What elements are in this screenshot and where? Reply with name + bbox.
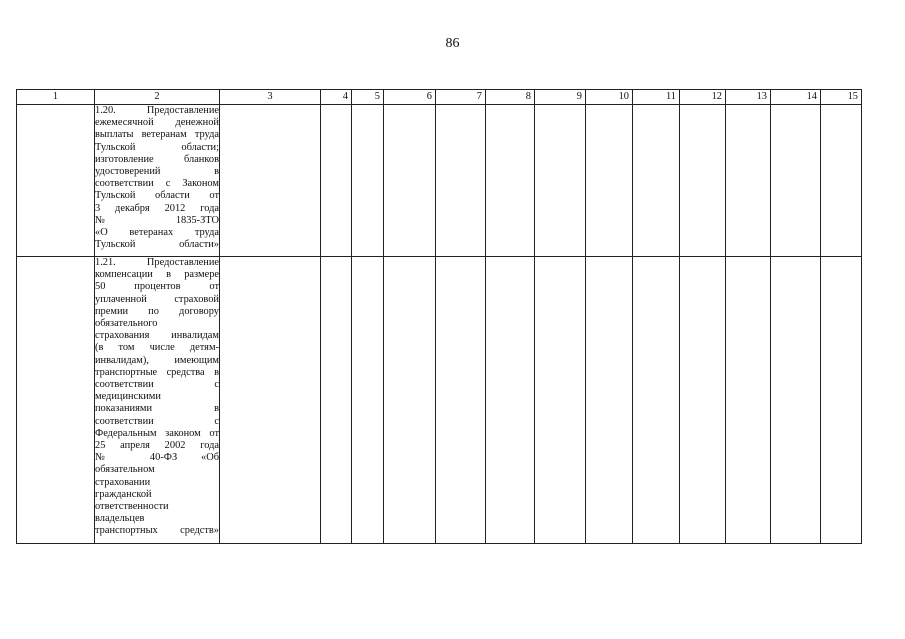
description-line: транспортные средства в xyxy=(95,366,219,378)
table-cell xyxy=(352,257,384,544)
description-line: 25 апреля 2002 года xyxy=(95,440,219,452)
description-line: соответствии с xyxy=(95,415,219,427)
description-line: «О ветеранах труда xyxy=(95,227,219,239)
column-header: 14 xyxy=(771,90,821,105)
table-cell xyxy=(771,105,821,257)
table-cell xyxy=(220,257,321,544)
description-line: гражданской xyxy=(95,488,152,500)
description-line: транспортных средств» xyxy=(95,525,219,537)
description-line: № 40-ФЗ «Об xyxy=(95,452,219,464)
description-line: владельцев xyxy=(95,513,145,525)
table-cell xyxy=(384,257,436,544)
description-line: № 1835-ЗТО xyxy=(95,214,219,226)
description-line: удостоверений в xyxy=(95,166,219,178)
table-cell xyxy=(771,257,821,544)
table-cell xyxy=(535,257,586,544)
description-line: Федеральным законом от xyxy=(95,427,219,439)
description-line: обязательного xyxy=(95,318,158,330)
page-number: 86 xyxy=(445,36,460,51)
table-cell xyxy=(633,257,680,544)
description-line: 3 декабря 2012 года xyxy=(95,202,219,214)
data-table xyxy=(16,89,862,544)
column-header: 5 xyxy=(352,90,384,105)
table-cell xyxy=(17,105,95,257)
table-cell xyxy=(321,257,352,544)
table-cell xyxy=(586,257,633,544)
table-cell xyxy=(436,257,486,544)
description-line: 50 процентов от xyxy=(95,281,219,293)
column-header: 11 xyxy=(633,90,680,105)
table-cell xyxy=(486,257,535,544)
description-line: соответствии с xyxy=(95,379,219,391)
column-header: 6 xyxy=(384,90,436,105)
description-line: 1.21. Предоставление xyxy=(95,257,219,268)
table-cell xyxy=(821,257,862,544)
description-line: Тульской области; xyxy=(95,141,219,153)
column-header: 9 xyxy=(535,90,586,105)
table-row xyxy=(17,257,862,544)
column-header: 10 xyxy=(586,90,633,105)
row-description xyxy=(95,257,220,544)
description-line: показаниями в xyxy=(95,403,219,415)
table-cell xyxy=(726,105,771,257)
table-cell xyxy=(352,105,384,257)
description-line: (в том числе детям- xyxy=(95,342,219,354)
column-header: 15 xyxy=(821,90,862,105)
table-header-row xyxy=(17,90,862,105)
table-cell xyxy=(436,105,486,257)
description-line: Тульской области от xyxy=(95,190,219,202)
description-line: ежемесячной денежной xyxy=(95,117,219,129)
column-header: 13 xyxy=(726,90,771,105)
description-line: страховании xyxy=(95,476,151,488)
column-header: 12 xyxy=(680,90,726,105)
table-row xyxy=(17,105,862,257)
description-line: инвалидам), имеющим xyxy=(95,354,219,366)
table-cell xyxy=(321,105,352,257)
description-line: 1.20. Предоставление xyxy=(95,105,219,116)
description-line: компенсации в размере xyxy=(95,269,219,281)
description-line: уплаченной страховой xyxy=(95,293,219,305)
description-line: ответственности xyxy=(95,501,169,513)
table-cell xyxy=(680,105,726,257)
description-line: медицинскими xyxy=(95,391,161,403)
table-cell xyxy=(384,105,436,257)
table-cell xyxy=(486,105,535,257)
table-cell xyxy=(633,105,680,257)
table-cell xyxy=(220,105,321,257)
column-header: 1 xyxy=(17,90,95,105)
row-description xyxy=(95,105,220,257)
column-header: 4 xyxy=(321,90,352,105)
description-line: Тульской области» xyxy=(95,239,219,251)
description-line: соответствии с Законом xyxy=(95,178,219,190)
description-line: изготовление бланков xyxy=(95,153,219,165)
table-cell xyxy=(726,257,771,544)
table-cell xyxy=(586,105,633,257)
table-cell xyxy=(680,257,726,544)
description-line: обязательном xyxy=(95,464,155,476)
column-header: 8 xyxy=(486,90,535,105)
column-header: 2 xyxy=(95,90,220,105)
description-line: страхования инвалидам xyxy=(95,330,219,342)
table-cell xyxy=(821,105,862,257)
description-line: премии по договору xyxy=(95,305,219,317)
description-line: выплаты ветеранам труда xyxy=(95,129,219,141)
column-header: 7 xyxy=(436,90,486,105)
table-cell xyxy=(535,105,586,257)
table-cell xyxy=(17,257,95,544)
column-header: 3 xyxy=(220,90,321,105)
